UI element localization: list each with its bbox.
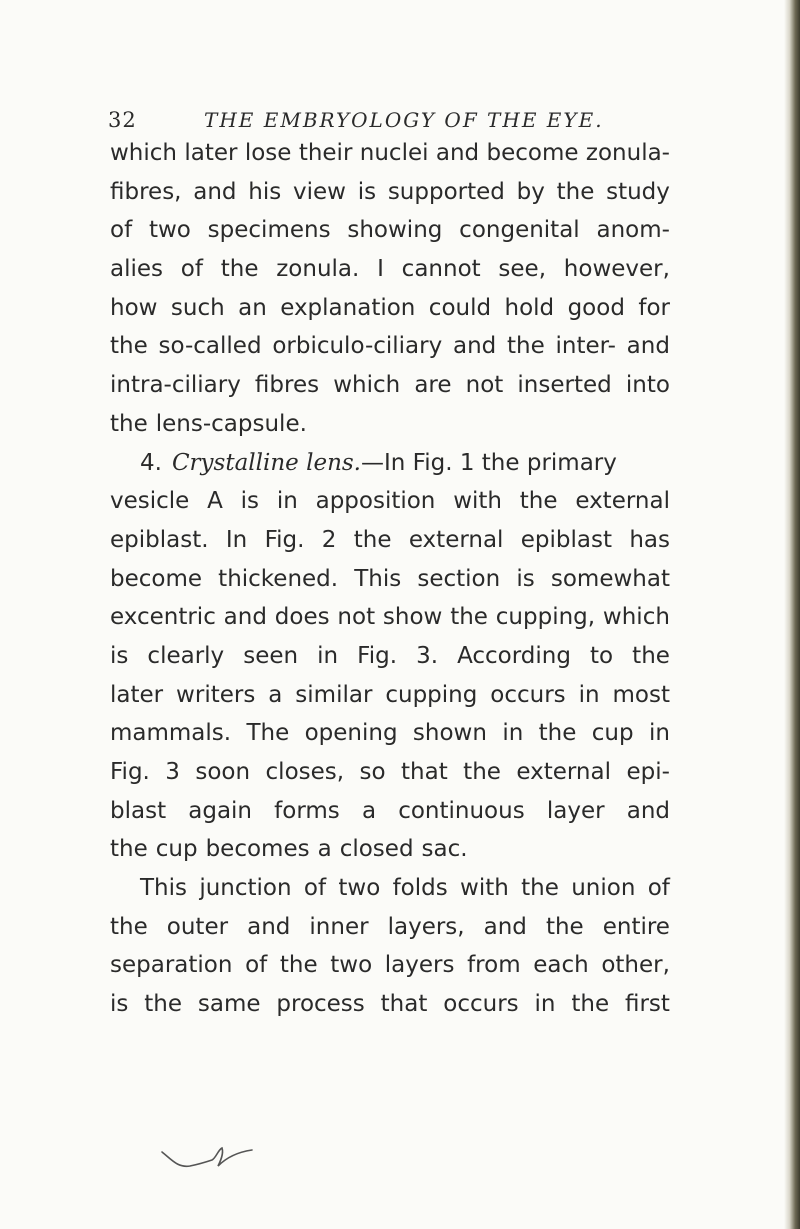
text-line: become thickened. This section is somewhat bbox=[110, 565, 670, 592]
running-title: THE EMBRYOLOGY OF THE EYE. bbox=[204, 108, 604, 132]
text-line: the cup becomes a closed sac. bbox=[110, 836, 468, 863]
text-line: the so-called orbiculo-ciliary and the inter- and bbox=[110, 333, 670, 360]
text-line: later writers a similar cupping occurs in most bbox=[110, 681, 670, 708]
text-line: is clearly seen in Fig. 3. According to the bbox=[110, 642, 670, 669]
text-line: epiblast. In Fig. 2 the external epiblast has bbox=[110, 526, 670, 553]
section-heading-line bbox=[110, 444, 670, 483]
text-line: Fig. 3 soon closes, so that the external epi- bbox=[110, 759, 670, 785]
ink-mark-icon bbox=[160, 1140, 270, 1180]
text-line: which later lose their nuclei and become zonula- bbox=[110, 140, 670, 166]
text-line: fibres, and his view is supported by the study bbox=[110, 178, 670, 205]
text-line: intra-ciliary fibres which are not inserted into bbox=[110, 372, 670, 399]
text-line: vesicle A is in apposition with the external bbox=[110, 488, 670, 515]
text-line: how such an explanation could hold good for bbox=[110, 294, 670, 321]
text-line: separation of the two layers from each other, bbox=[110, 952, 670, 979]
text-line: is the same process that occurs in the first bbox=[110, 991, 670, 1018]
page-number: 32 bbox=[108, 108, 137, 132]
text-line: excentric and does not show the cupping, which bbox=[110, 604, 670, 631]
section-heading: Crystalline lens. bbox=[171, 449, 361, 476]
text-line: of two specimens showing congenital anom- bbox=[110, 217, 670, 244]
body-text bbox=[110, 134, 670, 1024]
text-line: mammals. The opening shown in the cup in bbox=[110, 720, 670, 747]
section-first-line: —In Fig. 1 the primary bbox=[361, 449, 617, 476]
page-edge-shadow bbox=[784, 0, 800, 1229]
text-line: This junction of two folds with the union of bbox=[140, 875, 670, 902]
text-line: blast again forms a continuous layer and bbox=[110, 797, 670, 824]
text-line: the outer and inner layers, and the entire bbox=[110, 913, 670, 940]
text-line: the lens-capsule. bbox=[110, 410, 307, 437]
text-line: alies of the zonula. I cannot see, however, bbox=[110, 256, 670, 283]
section-number: 4. bbox=[140, 449, 162, 476]
